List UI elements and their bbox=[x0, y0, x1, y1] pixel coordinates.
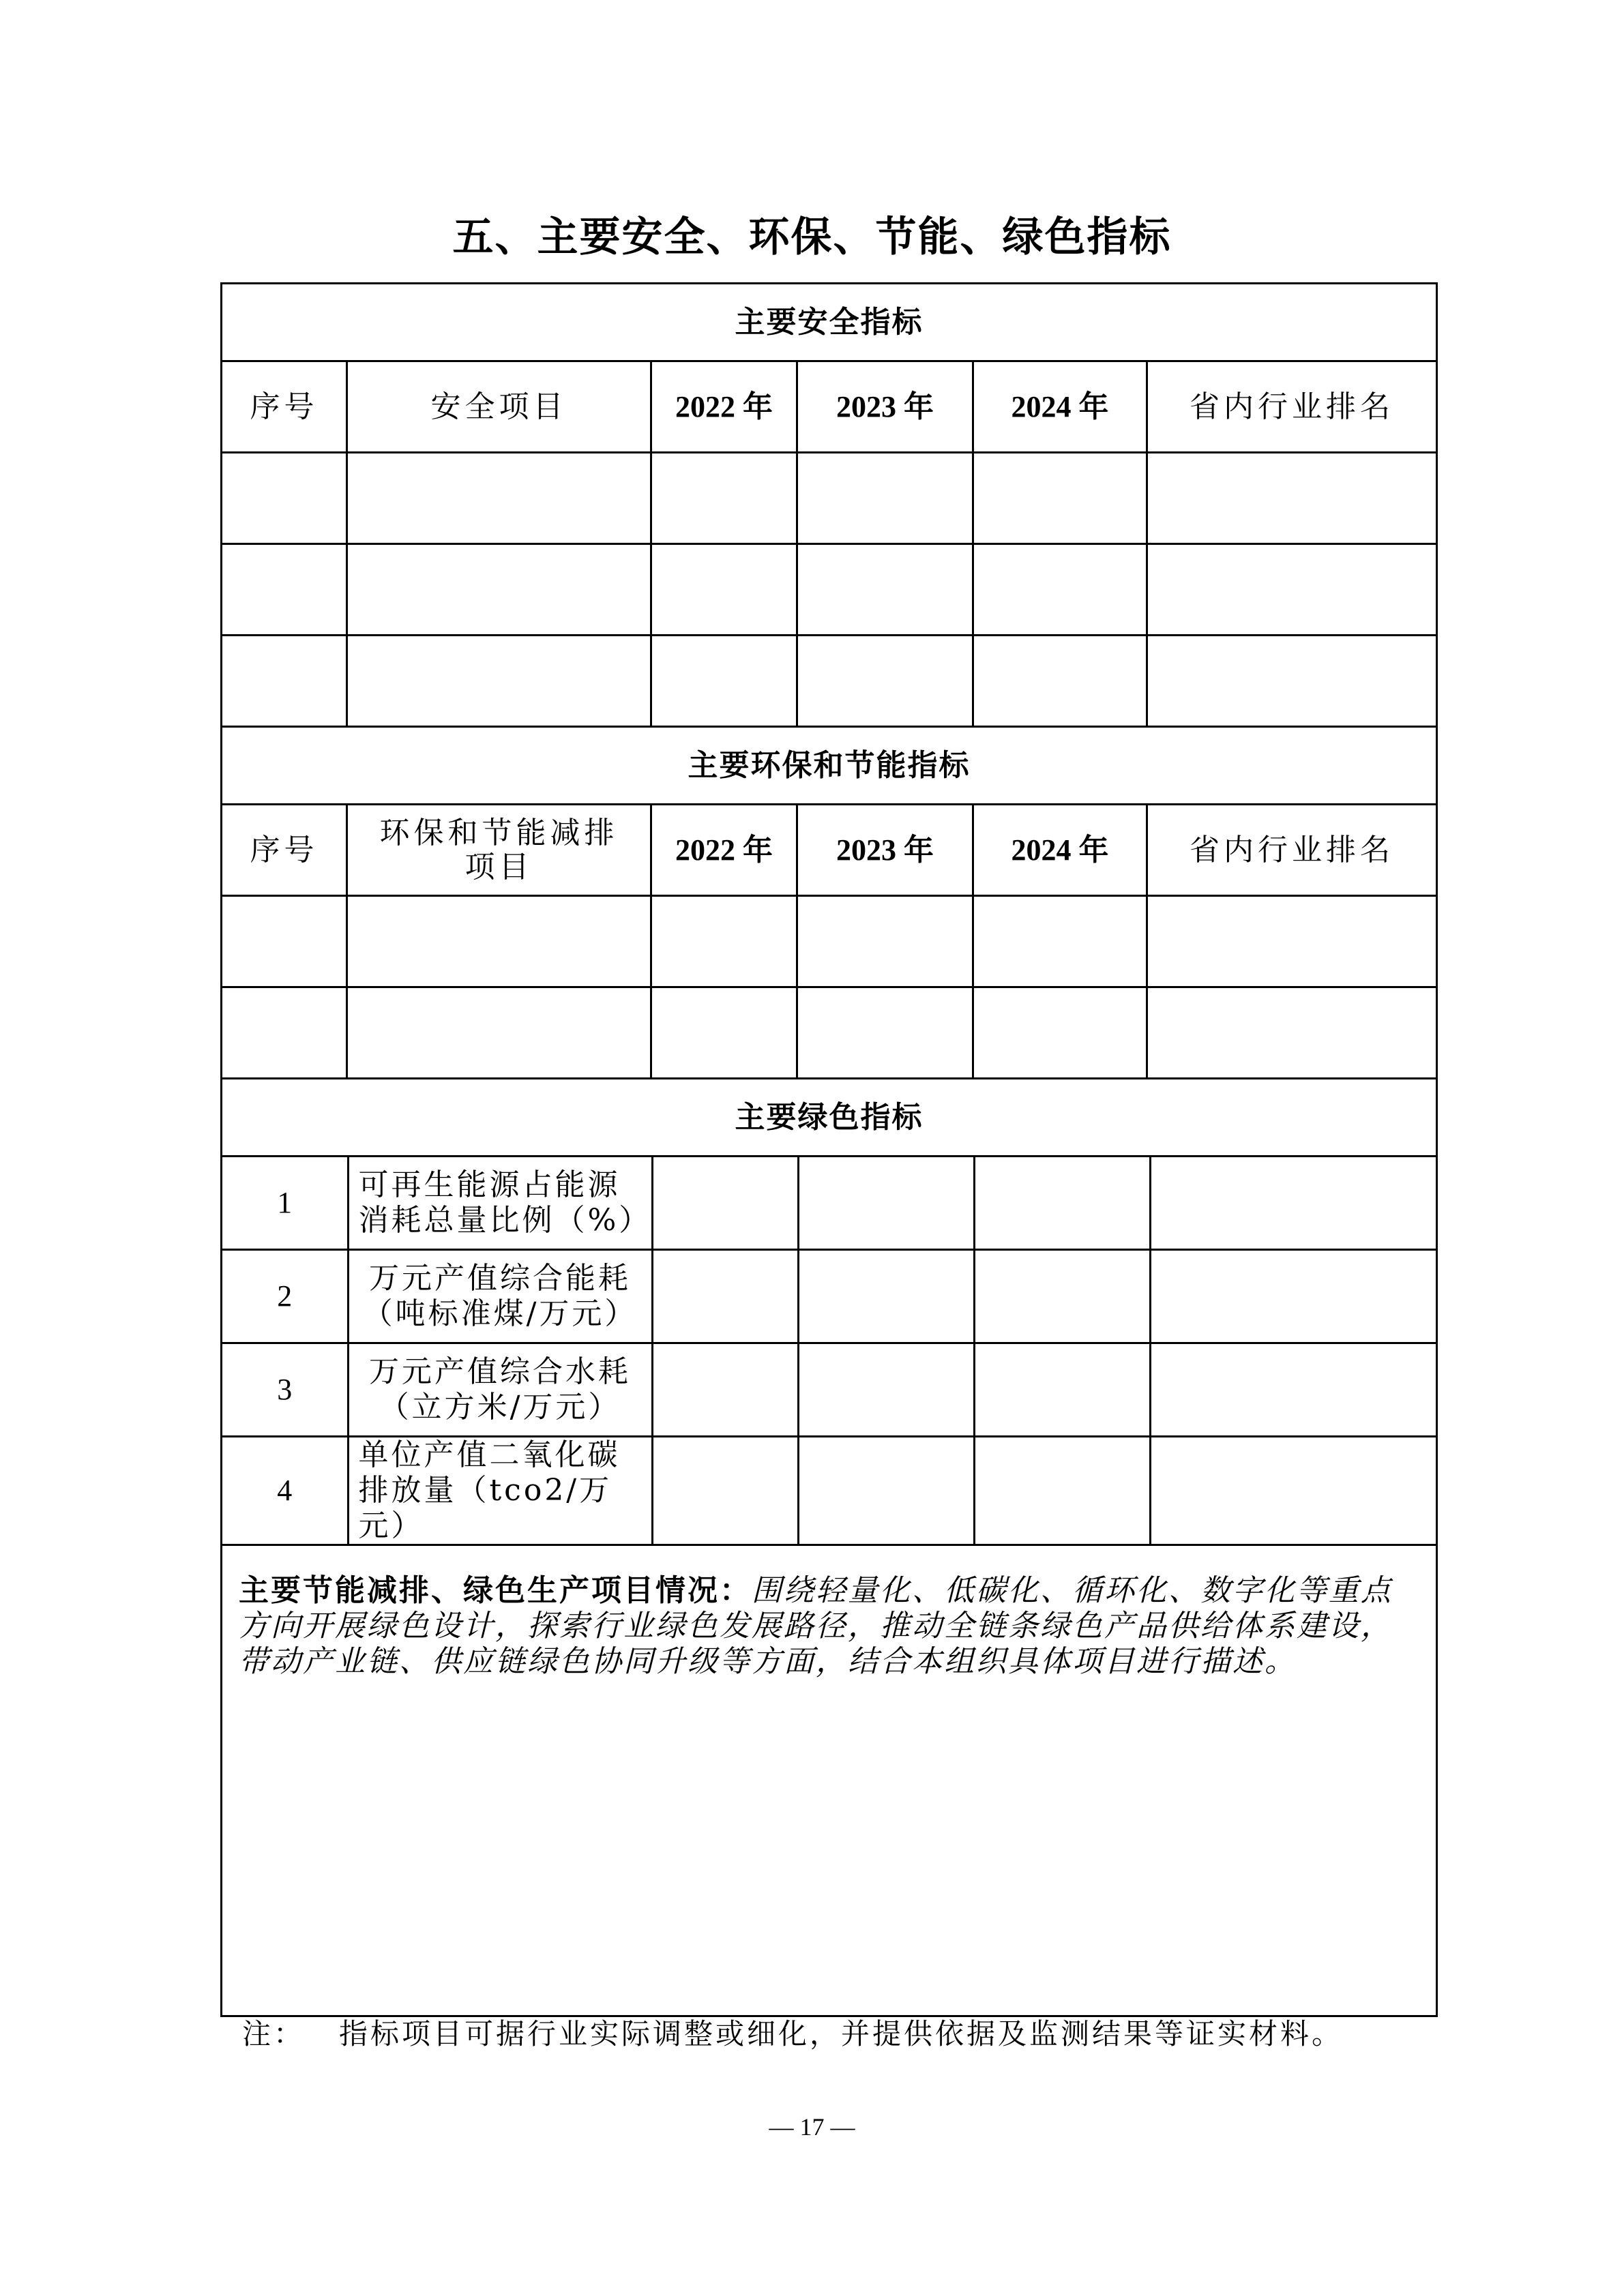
input-cell[interactable] bbox=[973, 544, 1147, 636]
green-row-no: 2 bbox=[222, 1251, 348, 1342]
input-cell[interactable] bbox=[222, 453, 347, 544]
green-row-item: 可再生能源占能源 消耗总量比例（%） bbox=[348, 1157, 652, 1249]
env-header-2022: 2022 年 bbox=[651, 805, 797, 896]
input-cell[interactable] bbox=[1150, 1157, 1438, 1249]
input-cell[interactable] bbox=[1147, 636, 1437, 727]
input-cell[interactable] bbox=[798, 1157, 974, 1249]
input-cell[interactable] bbox=[797, 896, 973, 987]
footnote-text: 指标项目可据行业实际调整或细化，并提供依据及监测结果等证实材料。 bbox=[339, 2017, 1344, 2051]
env-header-2024: 2024 年 bbox=[973, 805, 1147, 896]
description-text: 围绕轻量化、低碳化、循环化、数字化等重点方向开展绿色设计，探索行业绿色发展路径，推动全链条绿色产品供给体系建设，带动产业链、供应链绿色协同升级等方面，结合本组织具体项目进行描述。 bbox=[239, 1573, 1393, 1679]
input-cell[interactable] bbox=[973, 453, 1147, 544]
green-row-no: 3 bbox=[222, 1344, 348, 1435]
input-cell[interactable] bbox=[1150, 1344, 1438, 1435]
env-header-item: 环保和节能减排 项目 bbox=[347, 805, 651, 896]
input-cell[interactable] bbox=[222, 896, 347, 987]
footnote-prefix: 注： bbox=[242, 2017, 306, 2051]
input-cell[interactable] bbox=[974, 1157, 1150, 1249]
env-header-row bbox=[222, 805, 1437, 896]
env-header-2023: 2023 年 bbox=[797, 805, 973, 896]
safety-header-item: 安全项目 bbox=[347, 361, 651, 453]
input-cell[interactable] bbox=[973, 896, 1147, 987]
safety-header-2022: 2022 年 bbox=[651, 361, 797, 453]
input-cell[interactable] bbox=[347, 987, 651, 1079]
env-row bbox=[222, 896, 1437, 987]
green-row bbox=[222, 1250, 1437, 1343]
safety-header-2024: 2024 年 bbox=[973, 361, 1147, 453]
input-cell[interactable] bbox=[1147, 453, 1437, 544]
safety-header-no: 序号 bbox=[222, 361, 347, 453]
input-cell[interactable] bbox=[652, 1157, 798, 1249]
green-row bbox=[222, 1437, 1437, 1545]
input-cell[interactable] bbox=[797, 544, 973, 636]
env-row bbox=[222, 987, 1437, 1079]
input-cell[interactable] bbox=[651, 544, 797, 636]
input-cell[interactable] bbox=[651, 896, 797, 987]
input-cell[interactable] bbox=[222, 987, 347, 1079]
input-cell[interactable] bbox=[1147, 896, 1437, 987]
green-row-item: 万元产值综合水耗 （立方米/万元） bbox=[348, 1344, 652, 1435]
input-cell[interactable] bbox=[1150, 1251, 1438, 1342]
green-row-no: 1 bbox=[222, 1157, 348, 1249]
green-row-item: 单位产值二氧化碳 排放量（tco2/万元） bbox=[348, 1437, 652, 1544]
safety-row bbox=[222, 636, 1437, 727]
input-cell[interactable] bbox=[798, 1251, 974, 1342]
input-cell[interactable] bbox=[651, 636, 797, 727]
input-cell[interactable] bbox=[797, 987, 973, 1079]
green-section-heading: 主要绿色指标 bbox=[222, 1079, 1437, 1157]
input-cell[interactable] bbox=[1147, 544, 1437, 636]
green-row-item: 万元产值综合能耗 （吨标准煤/万元） bbox=[348, 1251, 652, 1342]
input-cell[interactable] bbox=[974, 1344, 1150, 1435]
input-cell[interactable] bbox=[974, 1251, 1150, 1342]
description-label: 主要节能减排、绿色生产项目情况： bbox=[239, 1573, 752, 1608]
input-cell[interactable] bbox=[797, 453, 973, 544]
description-cell[interactable] bbox=[222, 1545, 1437, 2016]
input-cell[interactable] bbox=[973, 636, 1147, 727]
input-cell[interactable] bbox=[347, 544, 651, 636]
input-cell[interactable] bbox=[651, 987, 797, 1079]
safety-section-heading: 主要安全指标 bbox=[222, 284, 1437, 361]
input-cell[interactable] bbox=[347, 896, 651, 987]
input-cell[interactable] bbox=[798, 1344, 974, 1435]
env-section-heading: 主要环保和节能指标 bbox=[222, 727, 1437, 805]
env-header-rank: 省内行业排名 bbox=[1147, 805, 1437, 896]
page-number: — 17 — bbox=[769, 2113, 855, 2141]
input-cell[interactable] bbox=[652, 1251, 798, 1342]
safety-header-2023: 2023 年 bbox=[797, 361, 973, 453]
input-cell[interactable] bbox=[347, 636, 651, 727]
input-cell[interactable] bbox=[1150, 1437, 1438, 1544]
safety-row bbox=[222, 453, 1437, 544]
footnote bbox=[242, 2012, 1343, 2053]
input-cell[interactable] bbox=[222, 636, 347, 727]
safety-header-rank: 省内行业排名 bbox=[1147, 361, 1437, 453]
green-row bbox=[222, 1157, 1437, 1250]
indicator-table bbox=[220, 282, 1438, 2017]
input-cell[interactable] bbox=[347, 453, 651, 544]
env-header-no: 序号 bbox=[222, 805, 347, 896]
green-row bbox=[222, 1343, 1437, 1437]
page-title: 五、主要安全、环保、节能、绿色指标 bbox=[452, 213, 1172, 261]
input-cell[interactable] bbox=[798, 1437, 974, 1544]
input-cell[interactable] bbox=[222, 544, 347, 636]
safety-header-row bbox=[222, 361, 1437, 453]
input-cell[interactable] bbox=[651, 453, 797, 544]
input-cell[interactable] bbox=[652, 1437, 798, 1544]
input-cell[interactable] bbox=[974, 1437, 1150, 1544]
input-cell[interactable] bbox=[797, 636, 973, 727]
input-cell[interactable] bbox=[973, 987, 1147, 1079]
safety-row bbox=[222, 544, 1437, 636]
input-cell[interactable] bbox=[652, 1344, 798, 1435]
input-cell[interactable] bbox=[1147, 987, 1437, 1079]
green-row-no: 4 bbox=[222, 1437, 348, 1544]
